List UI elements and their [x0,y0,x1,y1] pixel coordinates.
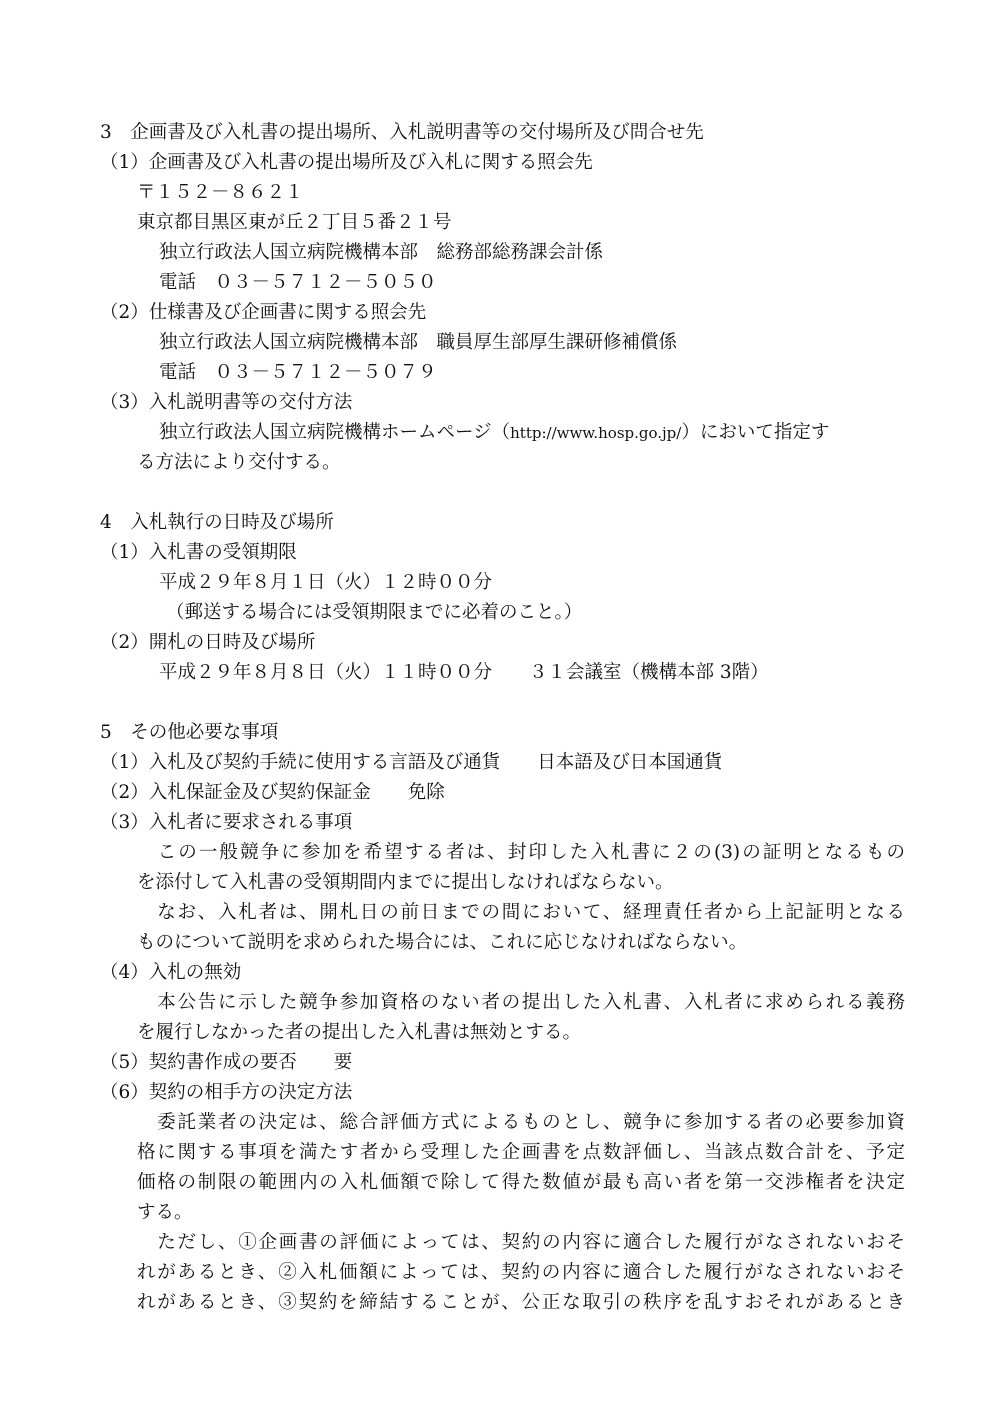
paragraph-line: れがあるとき、③契約を締結することが、公正な取引の秩序を乱すおそれがあるとき [137,1292,905,1313]
text-span: ）において指定す [681,422,830,443]
distribution-method-line [159,418,829,448]
section-5-item-2-label: （2）入札保証金及び契約保証金 免除 [100,782,445,803]
phone-line: 電話 ０３－５７１２－５０５０ [159,272,437,293]
opening-datetime-place: 平成２９年８月８日（火）１１時００分 ３１会議室（機構本部 3階） [159,662,769,683]
text-span: 独立行政法人国立病院機構ホームページ（ [159,422,511,443]
paragraph-line: 本公告に示した競争参加資格のない者の提出した入札書、入札者に求められる義務 [137,992,905,1013]
postal-code: 〒１５２－８６２１ [137,182,304,203]
section-5-heading: 5 その他必要な事項 [100,722,279,743]
section-5-item-1-label: （1）入札及び契約手続に使用する言語及び通貨 日本語及び日本国通貨 [100,752,723,773]
paragraph-line: なお、入札者は、開札日の前日までの間において、経理責任者から上記証明となる [137,902,905,923]
paragraph-line: 格に関する事項を満たす者から受理した企画書を点数評価し、当該点数合計を、予定 [137,1142,905,1163]
section-3-heading: 3 企画書及び入札書の提出場所、入札説明書等の交付場所及び問合せ先 [100,122,704,143]
section-4-item-1-label: （1）入札書の受領期限 [100,542,297,563]
section-5-item-4-label: （4）入札の無効 [100,962,242,983]
paragraph-line: れがあるとき、②入札価額によっては、契約の内容に適合した履行がなされないおそ [137,1262,905,1283]
paragraph-line: を添付して入札書の受領期間内までに提出しなければならない。 [137,872,674,893]
paragraph-line: 価格の制限の範囲内の入札価額で除して得た数値が最も高い者を第一交渉権者を決定 [137,1172,905,1193]
section-3-item-1-label: （1）企画書及び入札書の提出場所及び入札に関する照会先 [100,152,593,173]
section-4-heading: 4 入札執行の日時及び場所 [100,512,334,533]
paragraph-line: 委託業者の決定は、総合評価方式によるものとし、競争に参加する者の必要参加資 [137,1112,905,1133]
section-5-item-3-label: （3）入札者に要求される事項 [100,812,353,833]
section-5-item-6-label: （6）契約の相手方の決定方法 [100,1082,353,1103]
section-3-item-3-label: （3）入札説明書等の交付方法 [100,392,353,413]
website-url-link[interactable]: http://www.hosp.go.jp/ [510,424,682,442]
paragraph-line: を履行しなかった者の提出した入札書は無効とする。 [137,1022,582,1043]
paragraph-line: この一般競争に参加を希望する者は、封印した入札書に２の(3)の証明となるもの [137,842,905,863]
mail-note: （郵送する場合には受領期限までに必着のこと。） [166,602,583,623]
distribution-method-line-2: る方法により交付する。 [137,452,341,473]
department-line: 独立行政法人国立病院機構本部 総務部総務課会計係 [159,242,604,263]
section-4-item-2-label: （2）開札の日時及び場所 [100,632,316,653]
paragraph-line: する。 [137,1202,193,1223]
deadline-datetime: 平成２９年８月１日（火）１２時００分 [159,572,493,593]
paragraph-line: ものについて説明を求められた場合には、これに応じなければならない。 [137,932,748,953]
section-3-item-2-label: （2）仕様書及び企画書に関する照会先 [100,302,427,323]
paragraph-line: ただし、①企画書の評価によっては、契約の内容に適合した履行がなされないおそ [137,1232,905,1253]
section-5-item-5-label: （5）契約書作成の要否 要 [100,1052,353,1073]
phone-line: 電話 ０３－５７１２－５０７９ [159,362,437,383]
department-line: 独立行政法人国立病院機構本部 職員厚生部厚生課研修補償係 [159,332,678,353]
address-line: 東京都目黒区東が丘２丁目５番２１号 [137,212,452,233]
